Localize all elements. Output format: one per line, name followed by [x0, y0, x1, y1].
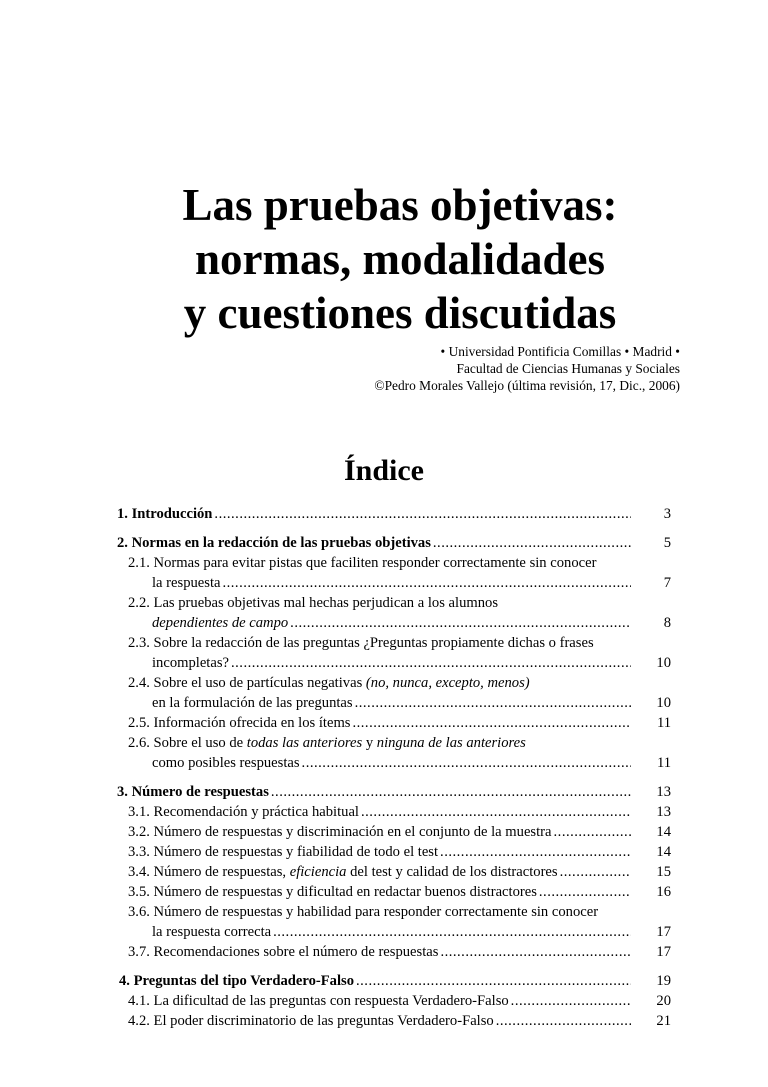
dot-leader [273, 922, 631, 942]
toc-entry-2[interactable] [117, 533, 671, 553]
toc-entry-text [128, 733, 671, 753]
toc-entry-text: 3.5. Número de respuestas y dificultad en redactar buenos distractores [128, 884, 537, 900]
toc-entry-text: 2.2. Las pruebas objetivas mal hechas perjudican a los alumnos [128, 595, 499, 611]
toc-entry-2-4-cont[interactable] [117, 693, 671, 713]
dot-leader [511, 991, 631, 1011]
dot-leader [433, 533, 631, 553]
toc-page-number: 15 [656, 864, 671, 880]
toc-entry-2-6-cont[interactable] [117, 753, 671, 773]
toc-page-number: 19 [656, 973, 671, 989]
toc-text-italic: eficiencia [289, 864, 347, 880]
toc-text-italic: todas las anteriores [246, 735, 363, 751]
dot-leader [355, 693, 631, 713]
affiliation-line-3: ©Pedro Morales Vallejo (última revisión, 17, Dic., 2006) [374, 378, 680, 393]
title-line-2: normas, modalidades [194, 234, 606, 284]
toc-entry-text: 2.3. Sobre la redacción de las preguntas ¿Preguntas propiamente dichas o frases [128, 635, 594, 651]
toc-entry-4-1[interactable] [117, 991, 671, 1011]
toc-entry-2-2-cont[interactable] [117, 613, 671, 633]
dot-leader [290, 613, 631, 633]
dot-leader [560, 862, 631, 882]
toc-text-part: del test y calidad de los distractores [346, 864, 558, 880]
toc-entry-3-4[interactable] [117, 862, 671, 882]
toc-entry-2-3-cont[interactable] [117, 653, 671, 673]
toc-entry-text: 3. Número de respuestas [117, 784, 269, 800]
toc-entry-text: 2.1. Normas para evitar pistas que faciliten responder correctamente sin conocer [128, 555, 597, 571]
toc-entry-text: 3.2. Número de respuestas y discriminación en el conjunto de la muestra [128, 824, 552, 840]
dot-leader [222, 573, 631, 593]
dot-leader [271, 782, 631, 802]
toc-entry-3-5[interactable] [117, 882, 671, 902]
toc-entry-3-6[interactable] [117, 902, 671, 922]
toc-entry-text: la respuesta correcta [152, 924, 272, 940]
dot-leader [496, 1011, 631, 1031]
toc-entry-text: 2. Normas en la redacción de las pruebas objetivas [117, 535, 431, 551]
toc-entry-text [128, 862, 558, 882]
dot-leader [214, 504, 631, 524]
toc-entry-text: dependientes de campo [152, 615, 289, 631]
affiliation-line-2: Facultad de Ciencias Humanas y Sociales [456, 361, 680, 376]
toc-entry-text: 4. Preguntas del tipo Verdadero-Falso [119, 973, 354, 989]
toc-text-italic: ninguna de las anteriores [376, 735, 526, 751]
toc-entry-text: como posibles respuestas [152, 755, 300, 771]
dot-leader [356, 971, 631, 991]
toc-page-number: 10 [656, 695, 671, 711]
toc-page-number: 7 [663, 575, 671, 591]
toc-entry-text [128, 673, 671, 693]
table-of-contents [117, 504, 671, 1031]
toc-entry-text: 1. Introducción [117, 506, 213, 522]
toc-entry-text: 2.5. Información ofrecida en los ítems [128, 715, 351, 731]
toc-entry-3-6-cont[interactable] [117, 922, 671, 942]
author-affiliation [374, 343, 680, 394]
toc-entry-2-1-cont[interactable] [117, 573, 671, 593]
toc-entry-1[interactable] [117, 504, 671, 524]
toc-entry-text: 3.7. Recomendaciones sobre el número de respuestas [128, 944, 439, 960]
document-title [160, 178, 640, 340]
toc-page-number: 8 [663, 615, 671, 631]
title-line-3: y cuestiones discutidas [183, 288, 617, 338]
dot-leader [352, 713, 631, 733]
toc-page-number: 11 [656, 715, 671, 731]
toc-entry-text: incompletas? [152, 655, 229, 671]
title-line-1: Las pruebas objetivas: [182, 180, 618, 230]
toc-entry-2-6[interactable] [117, 733, 671, 753]
dot-leader [440, 942, 631, 962]
toc-entry-text: la respuesta [152, 575, 221, 591]
toc-text-part: 3.4. Número de respuestas, [128, 864, 290, 880]
toc-page-number: 20 [656, 993, 671, 1009]
toc-entry-2-2[interactable] [117, 593, 671, 613]
toc-text-italic: (no, nunca, excepto, menos) [365, 675, 530, 691]
toc-entry-text: 3.6. Número de respuestas y habilidad para responder correctamente sin conocer [128, 904, 599, 920]
toc-entry-3[interactable] [117, 782, 671, 802]
toc-page-number: 17 [656, 944, 671, 960]
toc-text-part: y [362, 735, 377, 751]
toc-page-number: 11 [656, 755, 671, 771]
toc-entry-2-3[interactable] [117, 633, 671, 653]
toc-page-number: 14 [656, 824, 671, 840]
toc-page-number: 17 [656, 924, 671, 940]
dot-leader [539, 882, 631, 902]
toc-entry-3-1[interactable] [117, 802, 671, 822]
toc-entry-text: 4.1. La dificultad de las preguntas con respuesta Verdadero-Falso [128, 993, 509, 1009]
toc-entry-2-1[interactable] [117, 553, 671, 573]
toc-entry-text: 4.2. El poder discriminatorio de las preguntas Verdadero-Falso [128, 1013, 494, 1029]
toc-page-number: 10 [656, 655, 671, 671]
toc-page-number: 3 [663, 506, 671, 522]
toc-entry-text: en la formulación de las preguntas [152, 695, 353, 711]
toc-text-part: 2.6. Sobre el uso de [128, 735, 247, 751]
affiliation-line-1: • Universidad Pontificia Comillas • Madrid • [440, 344, 680, 359]
dot-leader [302, 753, 631, 773]
toc-entry-2-4[interactable] [117, 673, 671, 693]
toc-entry-3-2[interactable] [117, 822, 671, 842]
toc-page-number: 14 [656, 844, 671, 860]
dot-leader [361, 802, 631, 822]
toc-text-part: 2.4. Sobre el uso de partículas negativas [128, 675, 366, 691]
toc-entry-3-7[interactable] [117, 942, 671, 962]
toc-page-number: 16 [656, 884, 671, 900]
toc-entry-4[interactable] [117, 971, 671, 991]
toc-page-number: 13 [656, 784, 671, 800]
dot-leader [231, 653, 631, 673]
toc-entry-2-5[interactable] [117, 713, 671, 733]
toc-entry-text: 3.3. Número de respuestas y fiabilidad de todo el test [128, 844, 439, 860]
index-heading: Índice [343, 454, 424, 487]
toc-page-number: 13 [656, 804, 671, 820]
toc-page-number: 21 [656, 1013, 671, 1029]
toc-entry-4-2[interactable] [117, 1011, 671, 1031]
toc-entry-3-3[interactable] [117, 842, 671, 862]
dot-leader [554, 822, 631, 842]
dot-leader [440, 842, 631, 862]
toc-page-number: 5 [663, 535, 671, 551]
toc-entry-text: 3.1. Recomendación y práctica habitual [128, 804, 359, 820]
